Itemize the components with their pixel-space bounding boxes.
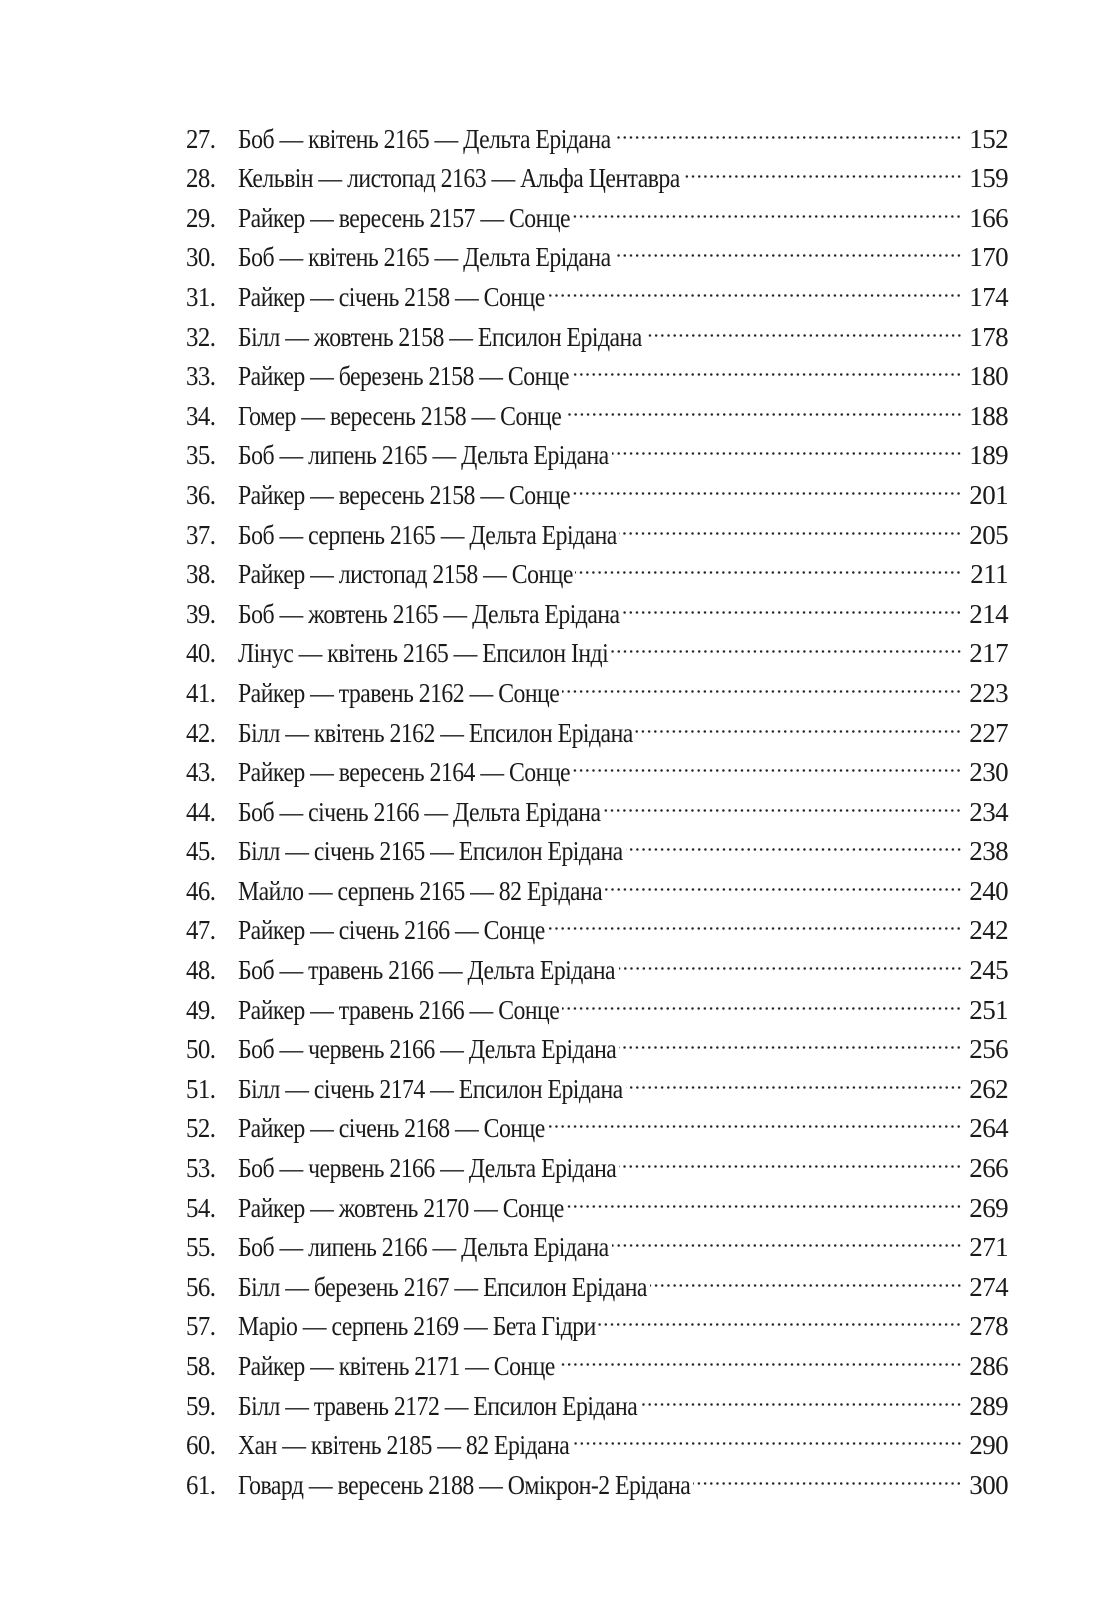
chapter-number: 32. [186, 321, 216, 352]
chapter-title: Боб — липень 2165 — Дельта Ерідана [238, 440, 609, 471]
dot-leader [567, 1177, 962, 1217]
chapter-number: 53. [186, 1153, 216, 1184]
chapter-title: Білл — січень 2174 — Епсилон Ерідана [238, 1073, 623, 1104]
chapter-title: Маріо — серпень 2169 — Бета Гідри [238, 1311, 596, 1342]
page-number: 234 [969, 796, 1008, 827]
page-number: 290 [969, 1430, 1008, 1461]
page-number: 188 [969, 400, 1008, 431]
page-number: 264 [969, 1113, 1008, 1144]
chapter-number: 58. [186, 1351, 216, 1381]
page-number: 189 [969, 440, 1008, 471]
chapter-number: 28. [186, 163, 216, 194]
chapter-number: 33. [186, 361, 216, 392]
dot-leader [547, 900, 962, 940]
chapter-title: Боб — червень 2166 — Дельта Ерідана [238, 1153, 617, 1184]
chapter-number: 56. [186, 1271, 216, 1302]
dot-leader [614, 227, 962, 267]
dot-leader [558, 1335, 962, 1375]
page-number: 289 [969, 1390, 1008, 1421]
chapter-number: 38. [186, 559, 216, 590]
chapter-title: Райкер — вересень 2157 — Сонце [238, 202, 571, 233]
chapter-number: 57. [186, 1311, 216, 1342]
chapter-title: Райкер — січень 2158 — Сонце [238, 281, 545, 312]
page-number: 269 [969, 1192, 1008, 1223]
chapter-title: Боб — квітень 2165 — Дельта Ерідана [238, 242, 611, 273]
chapter-number: 40. [186, 638, 216, 669]
dot-leader [573, 464, 962, 504]
page-number: 286 [969, 1351, 1008, 1381]
chapter-title: Боб — серпень 2165 — Дельта Ерідана [238, 519, 617, 550]
page-number: 266 [969, 1153, 1008, 1184]
dot-leader [640, 1375, 962, 1415]
dot-leader [635, 702, 962, 742]
page-number: 262 [969, 1073, 1008, 1104]
chapter-number: 43. [186, 757, 216, 788]
chapter-title: Білл — квітень 2162 — Епсилон Ерідана [238, 717, 633, 748]
chapter-number: 52. [186, 1113, 216, 1144]
chapter-title: Білл — січень 2165 — Епсилон Ерідана [238, 836, 623, 867]
chapter-number: 45. [186, 836, 216, 867]
chapter-title: Райкер — травень 2166 — Сонце [238, 994, 560, 1025]
dot-leader [619, 1019, 962, 1059]
dot-leader [612, 1217, 962, 1257]
dot-leader [693, 1454, 962, 1494]
chapter-number: 61. [186, 1469, 216, 1500]
dot-leader [603, 781, 962, 821]
chapter-title: Райкер — вересень 2158 — Сонце [238, 479, 571, 510]
chapter-number: 50. [186, 1034, 216, 1065]
page-number: 271 [969, 1232, 1008, 1263]
chapter-title: Кельвін — листопад 2163 — Альфа Центавра [238, 163, 680, 194]
chapter-number: 37. [186, 519, 216, 550]
chapter-number: 30. [186, 242, 216, 273]
chapter-title: Хан — квітень 2185 — 82 Ерідана [238, 1430, 570, 1461]
toc-entry [186, 108, 1008, 154]
page-number: 152 [969, 123, 1008, 154]
page-number: 159 [969, 163, 1008, 194]
page-number: 170 [969, 242, 1008, 273]
chapter-number: 42. [186, 717, 216, 748]
page-number: 201 [969, 479, 1008, 510]
chapter-title: Боб — липень 2166 — Дельта Ерідана [238, 1232, 609, 1263]
chapter-title: Райкер — травень 2162 — Сонце [238, 677, 560, 708]
dot-leader [573, 187, 962, 227]
dot-leader [626, 821, 962, 861]
page-number: 227 [969, 717, 1008, 748]
dot-leader [575, 544, 962, 584]
page-number: 205 [969, 519, 1008, 550]
chapter-title: Райкер — квітень 2171 — Сонце [238, 1351, 555, 1381]
chapter-number: 36. [186, 479, 216, 510]
chapter-number: 60. [186, 1430, 216, 1461]
dot-leader [562, 662, 962, 702]
chapter-title: Білл — березень 2167 — Епсилон Ерідана [238, 1271, 647, 1302]
chapter-number: 48. [186, 955, 216, 986]
page-number: 238 [969, 836, 1008, 867]
chapter-title: Боб — червень 2166 — Дельта Ерідана [238, 1034, 617, 1065]
dot-leader [612, 425, 962, 465]
dot-leader [614, 108, 962, 148]
chapter-number: 46. [186, 875, 216, 906]
chapter-title: Райкер — березень 2158 — Сонце [238, 361, 569, 392]
chapter-number: 49. [186, 994, 216, 1025]
dot-leader [645, 306, 962, 346]
dot-leader [683, 148, 962, 188]
page-number: 274 [969, 1271, 1008, 1302]
dot-leader [565, 385, 962, 425]
page-number: 211 [970, 559, 1008, 590]
dot-leader [572, 346, 962, 386]
chapter-title: Райкер — листопад 2158 — Сонце [238, 559, 573, 590]
dot-leader [605, 860, 962, 900]
chapter-title: Райкер — вересень 2164 — Сонце [238, 757, 571, 788]
chapter-number: 34. [186, 400, 216, 431]
chapter-number: 29. [186, 202, 216, 233]
chapter-number: 44. [186, 796, 216, 827]
chapter-title: Боб — травень 2166 — Дельта Ерідана [238, 955, 616, 986]
chapter-number: 35. [186, 440, 216, 471]
chapter-title: Боб — жовтень 2165 — Дельта Ерідана [238, 598, 620, 629]
page-number: 300 [969, 1469, 1008, 1500]
page-number: 223 [969, 677, 1008, 708]
dot-leader [619, 939, 963, 979]
page-number: 240 [969, 875, 1008, 906]
dot-leader [598, 1296, 962, 1336]
dot-leader [573, 742, 962, 782]
dot-leader [650, 1256, 962, 1296]
page-number: 245 [969, 955, 1008, 986]
chapter-title: Лінус — квітень 2165 — Епсилон Інді [238, 638, 609, 669]
chapter-title: Боб — січень 2166 — Дельта Ерідана [238, 796, 601, 827]
chapter-title: Райкер — жовтень 2170 — Сонце [238, 1192, 564, 1223]
page-number: 214 [969, 598, 1008, 629]
dot-leader [619, 1137, 962, 1177]
dot-leader [573, 1415, 962, 1455]
page-number: 256 [969, 1034, 1008, 1065]
chapter-title: Боб — квітень 2165 — Дельта Ерідана [238, 123, 611, 154]
chapter-title: Райкер — січень 2168 — Сонце [238, 1113, 545, 1144]
chapter-number: 47. [186, 915, 216, 946]
chapter-number: 51. [186, 1073, 216, 1104]
page-number: 217 [969, 638, 1008, 669]
page-number: 230 [969, 757, 1008, 788]
chapter-title: Райкер — січень 2166 — Сонце [238, 915, 545, 946]
chapter-number: 54. [186, 1192, 216, 1223]
chapter-title: Білл — жовтень 2158 — Епсилон Ерідана [238, 321, 642, 352]
chapter-title: Білл — травень 2172 — Епсилон Ерідана [238, 1390, 638, 1421]
chapter-number: 59. [186, 1390, 216, 1421]
chapter-title: Майло — серпень 2165 — 82 Ерідана [238, 875, 603, 906]
dot-leader [622, 583, 962, 623]
dot-leader [547, 1098, 962, 1138]
page-number: 166 [969, 202, 1008, 233]
chapter-number: 41. [186, 677, 216, 708]
page-number: 251 [969, 994, 1008, 1025]
page-number: 278 [969, 1311, 1008, 1342]
dot-leader [619, 504, 962, 544]
chapter-title: Говард — вересень 2188 — Омікрон-2 Ерідана [238, 1469, 691, 1500]
chapter-number: 27. [186, 123, 216, 154]
chapter-title: Гомер — вересень 2158 — Сонце [238, 400, 562, 431]
table-of-contents [186, 108, 1008, 1500]
chapter-number: 31. [186, 281, 216, 312]
dot-leader [562, 979, 962, 1019]
dot-leader [626, 1058, 962, 1098]
dot-leader [547, 266, 962, 306]
page-number: 174 [969, 281, 1008, 312]
chapter-number: 55. [186, 1232, 216, 1263]
dot-leader [611, 623, 962, 663]
chapter-number: 39. [186, 598, 216, 629]
page-number: 178 [969, 321, 1008, 352]
page-number: 180 [969, 361, 1008, 392]
page-number: 242 [969, 915, 1008, 946]
